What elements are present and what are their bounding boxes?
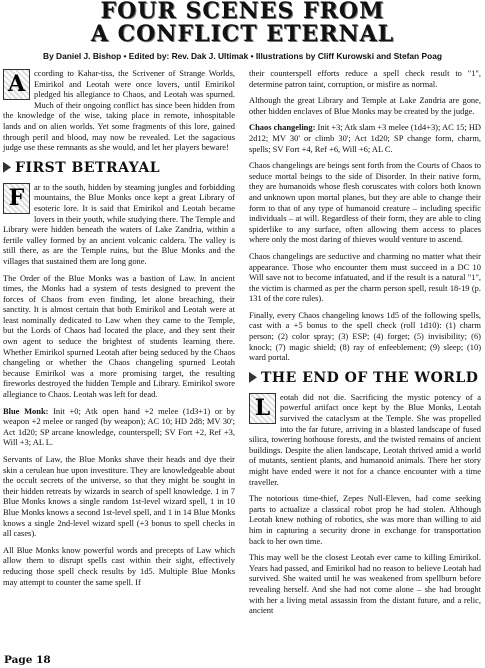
drop-cap: A [3,69,30,100]
first-betrayal-paragraph-1 [3,182,235,267]
left-column [3,68,235,593]
end-of-world-paragraph-3: This may well be the closest Leotah ever came to killing Emirikol. Years had passed, and Emirikol had no reason to believe Leotah had survived. She waited until he was weakened from spellburn before revealing herself. And she had not come alone – she had brought with her a living metal assassin from the distant future, and a relic, ancient [249,552,481,616]
first-betrayal-paragraph-2: The Order of the Blue Monks was a bastion of Law. In ancient times, the Monks had a system of tests designed to prevent the forces of Chaos from even finding, let alone breaching, their sanctity. It is almost certain that both Emirikol and Leotah were at least nominally dedicated to Law when they came to the Temple, but the Lords of Chaos had located the place, and they sent their own agent to seduce the brightest of students learning there. Whether Emirikol spurned Leotah after being seduced by the Chaos changeling or whether the Chaos changeling spurned Leotah because Emirikol was a more promising target, the resulting fireworks destroyed the hidden Temple and Library. Emirikol swore allegiance to Chaos. Leotah was left for dead. [3,272,235,400]
section-heading-end-of-world: THE END OF THE WORLD [249,370,481,386]
right-paragraph-4: Chaos changelings are seductive and charming no matter what their appearance. Those who encounter them must succeed in a DC 10 Will save not to become infatuated, and if the result is a natural "1", the victim is charmed as per the charm person spell, result 18-19 (p. 131 of the core rules). [249,250,481,304]
credits-line: By Daniel J. Bishop • Edited by: Rev. Dak J. Ultimak • Illustrations by Cliff Kurowski and Stefan Poag [43,51,442,61]
page-number: Page 18 [4,654,51,666]
title-line-2: A CONFLICT ETERNAL [90,21,395,47]
drop-cap: L [249,393,276,424]
changeling-stat-block [249,122,481,154]
intro-text: ccording to Kahar-tiss, the Scrivener of Strange Worlds, Emirikol and Leotah were once lovers, until Emirikol pledged his allegiance to Chaos, and Leotah was spurned. Much of their ongoing conflict has since been hidden from the knowledge of the wise, taking place in remote, inhospitable lands and on alien worlds. Yet some fragments of this lore, gained through peril and blood, may now be revealed. Let the sagacious judge use these remnants as she would, and let her players beware! [3,68,235,153]
stat-label: Blue Monk: [3,405,49,416]
stat-text: Init +3; Atk slam +3 melee (1d4+3); AC 15; HD 2d12; MV 30' or climb 30'; Act 1d20; SP change form, charm, spells; SV Fort +4, Ref +6, Will +6; AL C. [249,122,481,154]
stat-text: Init +0; Atk open hand +2 melee (1d3+1) or by weapon +2 melee or ranged (by weapon); AC 10; HD 2d8; MV 30'; Act 1d20; SP arcane knowledge, counterspell; SV Fort +2, Ref +3, Will +3; AL L. [3,405,235,448]
paragraph-text: ar to the south, hidden by steaming jungles and forbidding mountains, the Blue Monks once kept a great Library of esoteric lore. It is said that Emirikol and Leotah became lovers in their youth, while studying there. The Temple and Library were hidden beneath the waters of Lake Zandria, within a fertile valley formed by an ancient volcanic caldera. The valley is still there, as are the Temple ruins, but the Blue Monks and the villages that sustained them are long gone. [3,181,235,266]
right-paragraph-1: their counterspell efforts reduce a spell check result to "1", determine patron taint, corruption, or misfire as normal. [249,68,481,89]
right-column [249,68,481,622]
first-betrayal-paragraph-3: Servants of Law, the Blue Monks shave their heads and dye their skin a cerulean hue upon investiture. They are knowledgeable about the occult secrets of the universe, so that they might be sought in their hidden retreats by wizards in search of spell knowledge. 1 in 7 Blue Monks knows a single random 1st-level wizard spell, 1 in 10 Blue Monks knows a second 1st-level spell, and 1 in 14 Blue Monks knows a single 2nd-level wizard spell (+3 bonus to spell checks in all cases). [3,454,235,539]
first-betrayal-paragraph-4: All Blue Monks know powerful words and precepts of Law which allow them to disrupt spells cast within their sight, effectively reducing those spell check results by 1d5. Multiple Blue Monks may attempt to counter the same spell. If [3,544,235,587]
right-paragraph-2: Although the great Library and Temple at Lake Zandria are gone, other hidden enclaves of Blue Monks may be created by the judge. [249,95,481,116]
intro-paragraph [3,68,235,153]
stat-label: Chaos changeling: [249,122,316,133]
drop-cap: F [3,183,30,214]
article-title [0,0,485,46]
section-heading-first-betrayal: FIRST BETRAYAL [3,160,235,176]
title-line-1: FOUR SCENES FROM [100,0,385,24]
end-of-world-paragraph-2: The notorious time-thief, Zepes Null-Eleven, had come seeking parts to actualize a classical robot prop he had stolen. Although Leotah knew nothing of robotics, she was more than willing to aid him in capturing a security drone in exchange for transportation back to her own time. [249,493,481,546]
end-of-world-paragraph-1 [249,392,481,487]
right-paragraph-5: Finally, every Chaos changeling knows 1d5 of the following spells, cast with a +5 bonus to the spell check (roll 1d10): (1) charm person; (2) color spray; (3) ESP; (4) forget; (5) invisibility; (6) knock; (7) magic shield; (8) ray of enfeeblement; (9) sleep; (10) ward portal. [249,309,481,363]
paragraph-text: eotah did not die. Sacrificing the mystic potency of a powerful artifact once kept by the Blue Monks, Leotah survived the cataclysm at the Temple. She was propelled into the far future, arriving in a blasted landscape of fused silica, towering hothouse forests, and the twisted remains of ancient buildings. Despite the alien landscape, Leotah thrived amid a world of mutants, sentient plants, and humanoid animals. There her story might have ended were it not for a chance encounter with a time traveller. [249,391,481,487]
right-paragraph-3: Chaos changelings are beings sent forth from the Courts of Chaos to seduce mortal beings to the side of Disorder. In their native form, they are humanoids whose flesh coruscates with colors both known and unknown upon mortal planes, but they are able to change their form to that of any type of humanoid creature – including specific individuals – at will. Regardless of their form, they are able to cling spiderlike to any surface, often allowing them access to places where only the most daring of thieves would venture to ascend. [249,160,481,245]
blue-monk-stat-block [3,406,235,448]
